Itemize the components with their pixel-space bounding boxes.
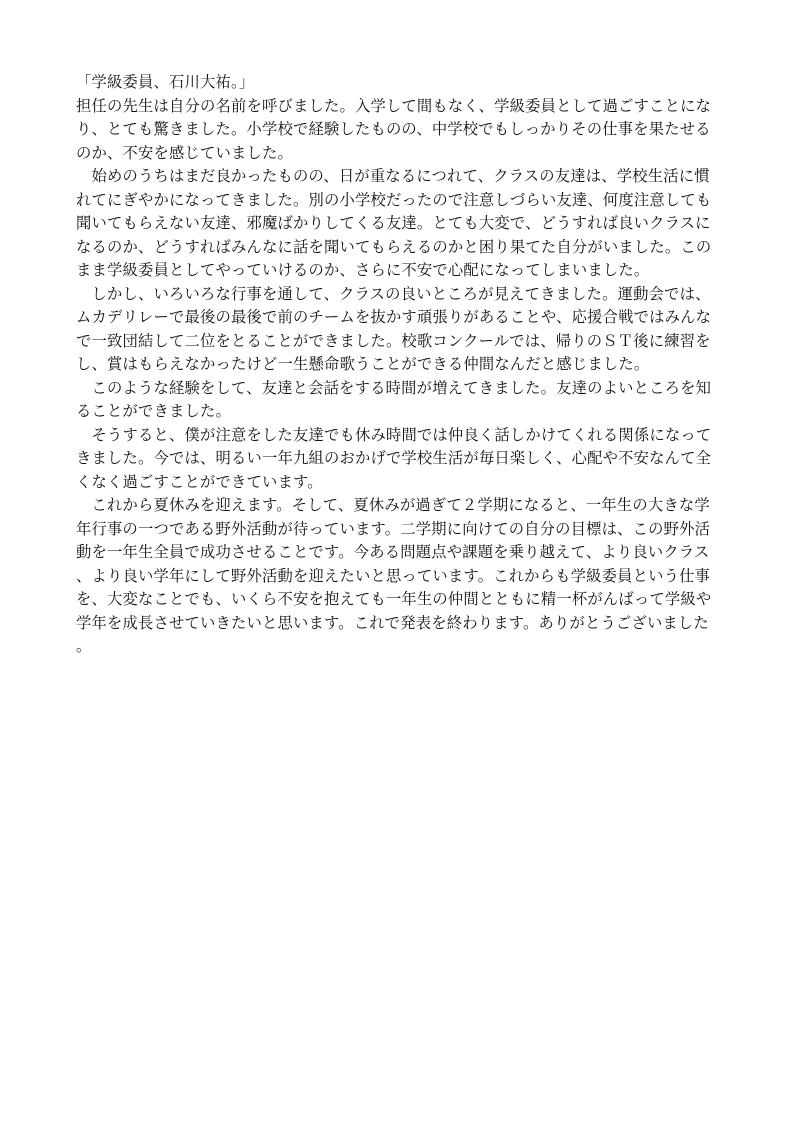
paragraph-5: そうすると、僕が注意をした友達でも休み時間では仲良く話しかけてくれる関係になってきました。今では、明るい一年九組のおかげで学校生活が毎日楽しく、心配や不安なんて全くなく過ごすことができています。 (76, 425, 712, 491)
paragraph-3: しかし、いろいろな行事を通して、クラスの良いところが見えてきました。運動会では、ムカデリレーで最後の最後で前のチームを抜かす頑張りがあることや、応援合戦ではみんなで一致団結して二位をとることができました。校歌コンクールでは、帰りのＳＴ後に練習をし、賞はもらえなかったけど一生懸命歌うことができる仲間なんだと感じました。 (76, 284, 712, 373)
title-line: 「学級委員、石川大祐。」 (76, 73, 255, 91)
paragraph-2: 始めのうちはまだ良かったものの、日が重なるにつれて、クラスの友達は、学校生活に慣れてにぎやかになってきました。別の小学校だったので注意しづらい友達、何度注意しても聞いてもらえない友達、邪魔ばかりしてくる友達。とても大変で、どうすれば良いクラスになるのか、どうすればみんなに話を聞いてもらえるのかと困り果てた自分がいました。このまま学級委員としてやっていけるのか、さらに不安で心配になってしまいました。 (76, 167, 712, 279)
paragraph-4: このような経験をして、友達と会話をする時間が増えてきました。友達のよいところを知ることができました。 (76, 378, 712, 420)
paragraph-1: 担任の先生は自分の名前を呼びました。入学して間もなく、学級委員として過ごすことになり、とても驚きました。小学校で経験したものの、中学校でもしっかりその仕事を果たせるのか、不安を感じていました。 (76, 96, 712, 162)
paragraph-6: これから夏休みを迎えます。そして、夏休みが過ぎて２学期になると、一年生の大きな学年行事の一つである野外活動が待っています。二学期に向けての自分の目標は、この野外活動を一年生全員で成功させることです。今ある問題点や課題を乗り越えて、より良いクラス、より良い学年にして野外活動を迎えたいと思っています。これからも学級委員という仕事を、大変なことでも、いくら不安を抱えても一年生の仲間とともに精一杯がんばって学級や学年を成長させていきたいと思います。これで発表を終わります。ありがとうございました。 (76, 496, 712, 655)
speech-text-body (76, 71, 724, 659)
